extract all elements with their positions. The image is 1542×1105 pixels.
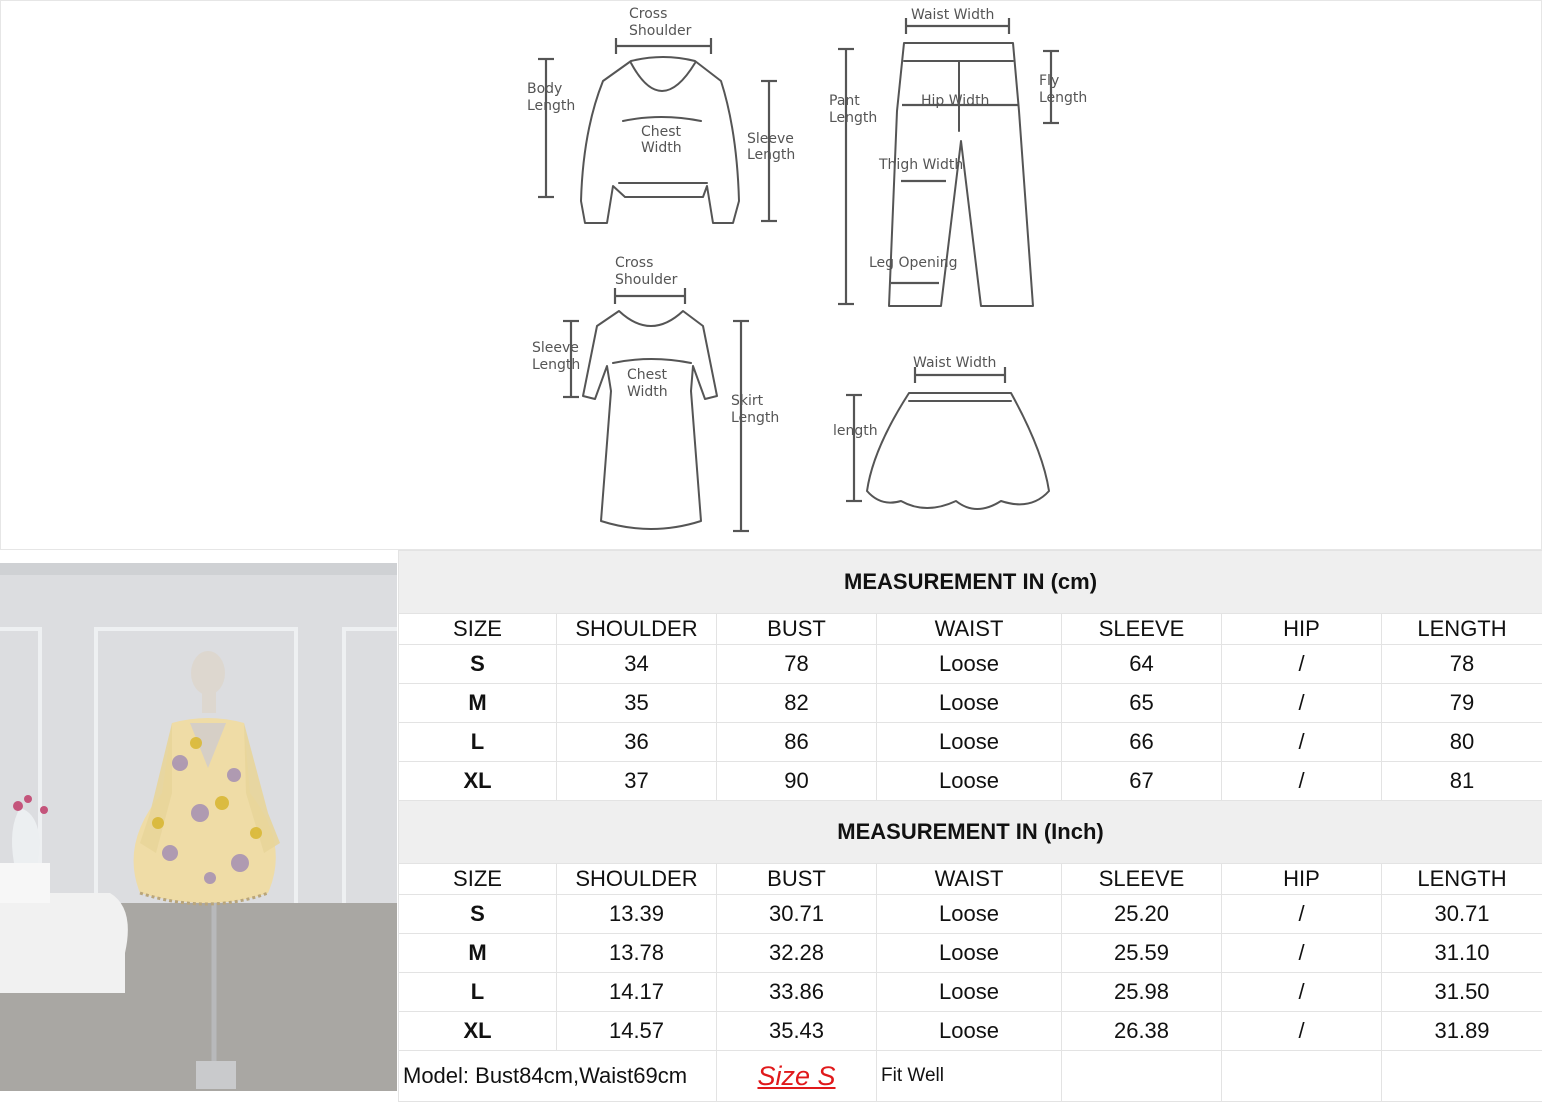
pants-waist-width-label: Waist Width	[911, 7, 995, 23]
pants-hip-width-label: Hip Width	[921, 93, 990, 109]
table-cell: /	[1222, 895, 1382, 934]
table-cell: 78	[1382, 645, 1542, 684]
table-cell: 86	[717, 723, 877, 762]
cm-header-row	[399, 614, 1542, 645]
top-chest-width-label-1: Chest	[641, 124, 682, 140]
table-cell: 31.10	[1382, 934, 1542, 973]
table-cell: 30.71	[1382, 895, 1542, 934]
dress-on-mannequin-image	[0, 563, 397, 1091]
top-cross-shoulder-label-2: Shoulder	[629, 23, 692, 39]
table-cell: 66	[1062, 723, 1222, 762]
top-sleeve-length-label-2: Length	[747, 147, 796, 163]
table-cell: 81	[1382, 762, 1542, 801]
pants-diagram	[829, 7, 1087, 306]
table-cell: 13.78	[557, 934, 717, 973]
table-cell: 31.89	[1382, 1012, 1542, 1051]
column-header: WAIST	[877, 864, 1062, 895]
table-cell: 14.17	[557, 973, 717, 1012]
size-chart	[398, 550, 1542, 1105]
table-cell: 36	[557, 723, 717, 762]
table-cell: /	[1222, 1012, 1382, 1051]
top-chest-width-label-2: Width	[641, 140, 682, 156]
dress-chest-width-label-2: Width	[627, 384, 668, 400]
column-header: SIZE	[399, 614, 557, 645]
column-header: SHOULDER	[557, 864, 717, 895]
size-cell: M	[399, 684, 557, 723]
pants-length-label-2: Length	[829, 110, 878, 126]
table-cell: 26.38	[1062, 1012, 1222, 1051]
size-cell: S	[399, 645, 557, 684]
skirt-waist-width-label: Waist Width	[913, 355, 997, 371]
cm-table-title: MEASUREMENT IN (cm)	[399, 551, 1542, 614]
table-cell: 80	[1382, 723, 1542, 762]
table-cell: 35.43	[717, 1012, 877, 1051]
product-photo	[0, 563, 397, 1091]
pants-length-label-1: Pant	[829, 93, 860, 109]
column-header: LENGTH	[1382, 614, 1542, 645]
column-header: WAIST	[877, 614, 1062, 645]
top-body-length-label-2: Length	[527, 98, 576, 114]
top-sleeve-length-label-1: Sleeve	[747, 131, 794, 147]
column-header: SLEEVE	[1062, 614, 1222, 645]
size-cell: L	[399, 973, 557, 1012]
table-cell: 37	[557, 762, 717, 801]
table-row	[399, 934, 1542, 973]
table-cell: /	[1222, 684, 1382, 723]
table-cell: Loose	[877, 895, 1062, 934]
size-cell: XL	[399, 1012, 557, 1051]
table-cell: 34	[557, 645, 717, 684]
column-header: BUST	[717, 614, 877, 645]
top-body-length-label-1: Body	[527, 81, 563, 97]
column-header: SHOULDER	[557, 614, 717, 645]
dress-skirt-length-label-2: Length	[731, 410, 780, 426]
pants-fly-length-label-1: Fly	[1039, 73, 1060, 89]
table-cell: 64	[1062, 645, 1222, 684]
column-header: SIZE	[399, 864, 557, 895]
table-cell: 78	[717, 645, 877, 684]
dress-chest-width-label-1: Chest	[627, 367, 668, 383]
table-row	[399, 645, 1542, 684]
table-cell: Loose	[877, 1012, 1062, 1051]
size-table	[398, 550, 1542, 1102]
garment-sketches	[1, 1, 1542, 551]
table-cell: Loose	[877, 684, 1062, 723]
table-row	[399, 762, 1542, 801]
table-cell: /	[1222, 723, 1382, 762]
size-cell: M	[399, 934, 557, 973]
column-header: HIP	[1222, 864, 1382, 895]
table-cell: Loose	[877, 723, 1062, 762]
table-cell: 25.59	[1062, 934, 1222, 973]
table-cell: 79	[1382, 684, 1542, 723]
empty-cell	[1382, 1051, 1542, 1102]
pants-leg-opening-label: Leg Opening	[869, 255, 958, 271]
measurement-diagrams	[0, 0, 1542, 550]
model-measurements: Model: Bust84cm,Waist69cm	[399, 1051, 717, 1102]
dress-sleeve-length-label-2: Length	[532, 357, 581, 373]
empty-cell	[1222, 1051, 1382, 1102]
dress-cross-shoulder-label-2: Shoulder	[615, 272, 678, 288]
table-cell: 67	[1062, 762, 1222, 801]
table-cell: 30.71	[717, 895, 877, 934]
table-row	[399, 723, 1542, 762]
model-size: Size S	[717, 1051, 877, 1102]
model-fit: Fit Well	[877, 1051, 1062, 1102]
table-row	[399, 1012, 1542, 1051]
table-cell: 82	[717, 684, 877, 723]
table-cell: 13.39	[557, 895, 717, 934]
table-cell: Loose	[877, 973, 1062, 1012]
table-cell: 33.86	[717, 973, 877, 1012]
cm-title-row	[399, 551, 1542, 614]
table-cell: 14.57	[557, 1012, 717, 1051]
dress-skirt-length-label-1: Skirt	[731, 393, 764, 409]
column-header: HIP	[1222, 614, 1382, 645]
skirt-diagram	[833, 355, 1049, 509]
table-row	[399, 973, 1542, 1012]
table-row	[399, 684, 1542, 723]
dress-diagram	[532, 255, 779, 531]
dress-cross-shoulder-label-1: Cross	[615, 255, 654, 271]
inch-header-row	[399, 864, 1542, 895]
column-header: LENGTH	[1382, 864, 1542, 895]
inch-table-title: MEASUREMENT IN (Inch)	[399, 801, 1542, 864]
table-cell: 25.20	[1062, 895, 1222, 934]
table-cell: Loose	[877, 934, 1062, 973]
table-cell: /	[1222, 973, 1382, 1012]
inch-title-row	[399, 801, 1542, 864]
pants-fly-length-label-2: Length	[1039, 90, 1088, 106]
skirt-length-label: length	[833, 423, 878, 439]
table-cell: 90	[717, 762, 877, 801]
empty-cell	[1062, 1051, 1222, 1102]
size-cell: XL	[399, 762, 557, 801]
table-cell: 31.50	[1382, 973, 1542, 1012]
model-info-row	[399, 1051, 1542, 1102]
column-header: BUST	[717, 864, 877, 895]
table-cell: 25.98	[1062, 973, 1222, 1012]
size-cell: L	[399, 723, 557, 762]
column-header: SLEEVE	[1062, 864, 1222, 895]
table-cell: 65	[1062, 684, 1222, 723]
top-diagram	[527, 6, 795, 223]
table-cell: /	[1222, 762, 1382, 801]
table-cell: Loose	[877, 762, 1062, 801]
pants-thigh-width-label: Thigh Width	[879, 157, 964, 173]
table-cell: 35	[557, 684, 717, 723]
size-cell: S	[399, 895, 557, 934]
table-cell: 32.28	[717, 934, 877, 973]
table-cell: Loose	[877, 645, 1062, 684]
table-cell: /	[1222, 934, 1382, 973]
table-row	[399, 895, 1542, 934]
table-cell: /	[1222, 645, 1382, 684]
top-cross-shoulder-label-1: Cross	[629, 6, 668, 22]
dress-sleeve-length-label-1: Sleeve	[532, 340, 579, 356]
